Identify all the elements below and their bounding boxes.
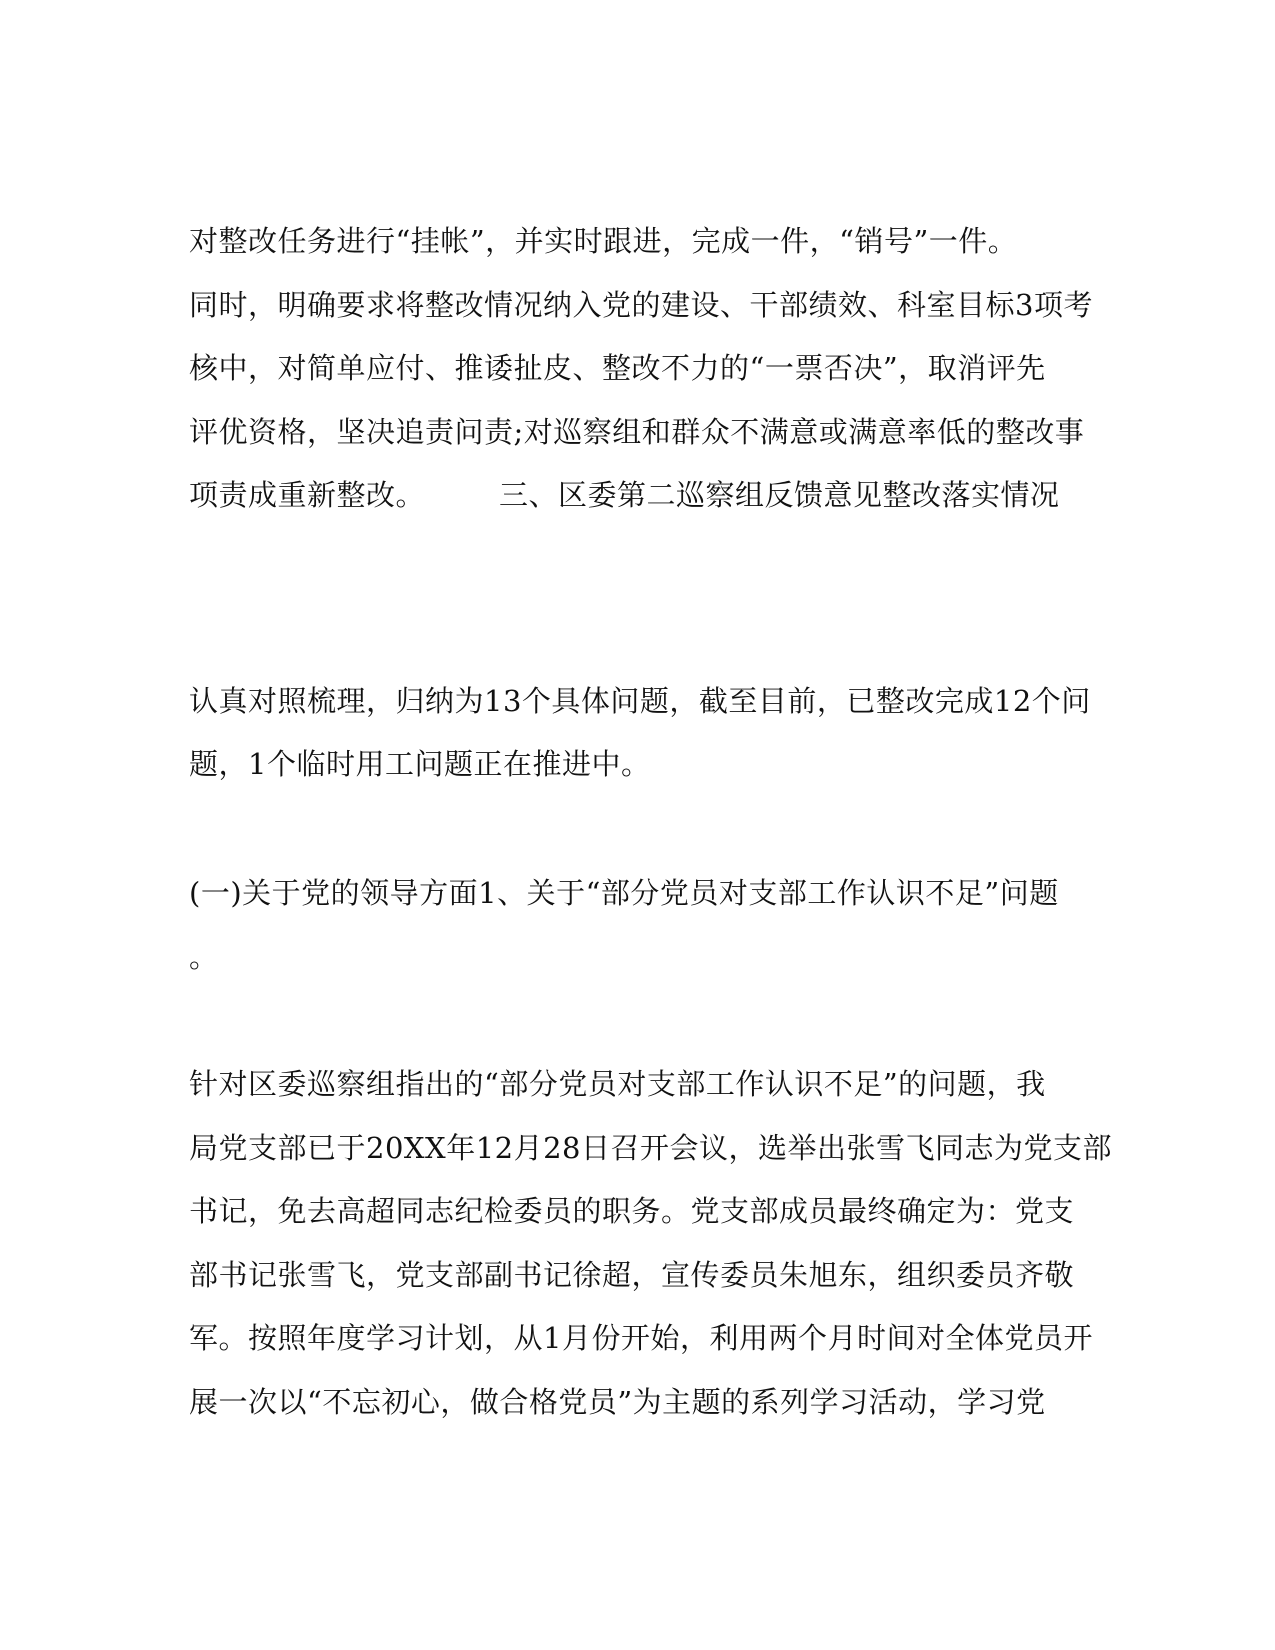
text-line: 针对区委巡察组指出的“部分党员对支部工作认识不足”的问题，我 xyxy=(189,1067,1046,1101)
text-line: 核中，对简单应付、推诿扯皮、整改不力的“一票否决”，取消评先 xyxy=(189,351,1046,385)
text-line: 。 xyxy=(189,940,219,974)
section-heading: (一)关于党的领导方面1、关于“部分党员对支部工作认识不足”问题 xyxy=(189,876,1059,910)
text-line: 展一次以“不忘初心，做合格党员”为主题的系列学习活动，学习党 xyxy=(189,1385,1046,1419)
text-line: 对整改任务进行“挂帐”，并实时跟进，完成一件，“销号”一件。 xyxy=(189,224,1018,258)
text-line: 局党支部已于20XX年12月28日召开会议，选举出张雪飞同志为党支部 xyxy=(189,1131,1112,1165)
text-line: 部书记张雪飞，党支部副书记徐超，宣传委员朱旭东，组织委员齐敬 xyxy=(189,1258,1075,1292)
text-line: 军。按照年度学习计划，从1月份开始，利用两个月时间对全体党员开 xyxy=(189,1321,1093,1355)
text-line: 认真对照梳理，归纳为13个具体问题，截至目前，已整改完成12个问 xyxy=(189,684,1091,718)
text-line: 同时，明确要求将整改情况纳入党的建设、干部绩效、科室目标3项考 xyxy=(189,288,1093,322)
text-line: 评优资格，坚决追责问责;对巡察组和群众不满意或满意率低的整改事 xyxy=(189,415,1085,449)
text-line: 题，1个临时用工问题正在推进中。 xyxy=(189,747,651,781)
text-line: 项责成重新整改。 三、区委第二巡察组反馈意见整改落实情况 xyxy=(189,478,1060,512)
text-line: 书记，免去高超同志纪检委员的职务。党支部成员最终确定为：党支 xyxy=(189,1194,1075,1228)
